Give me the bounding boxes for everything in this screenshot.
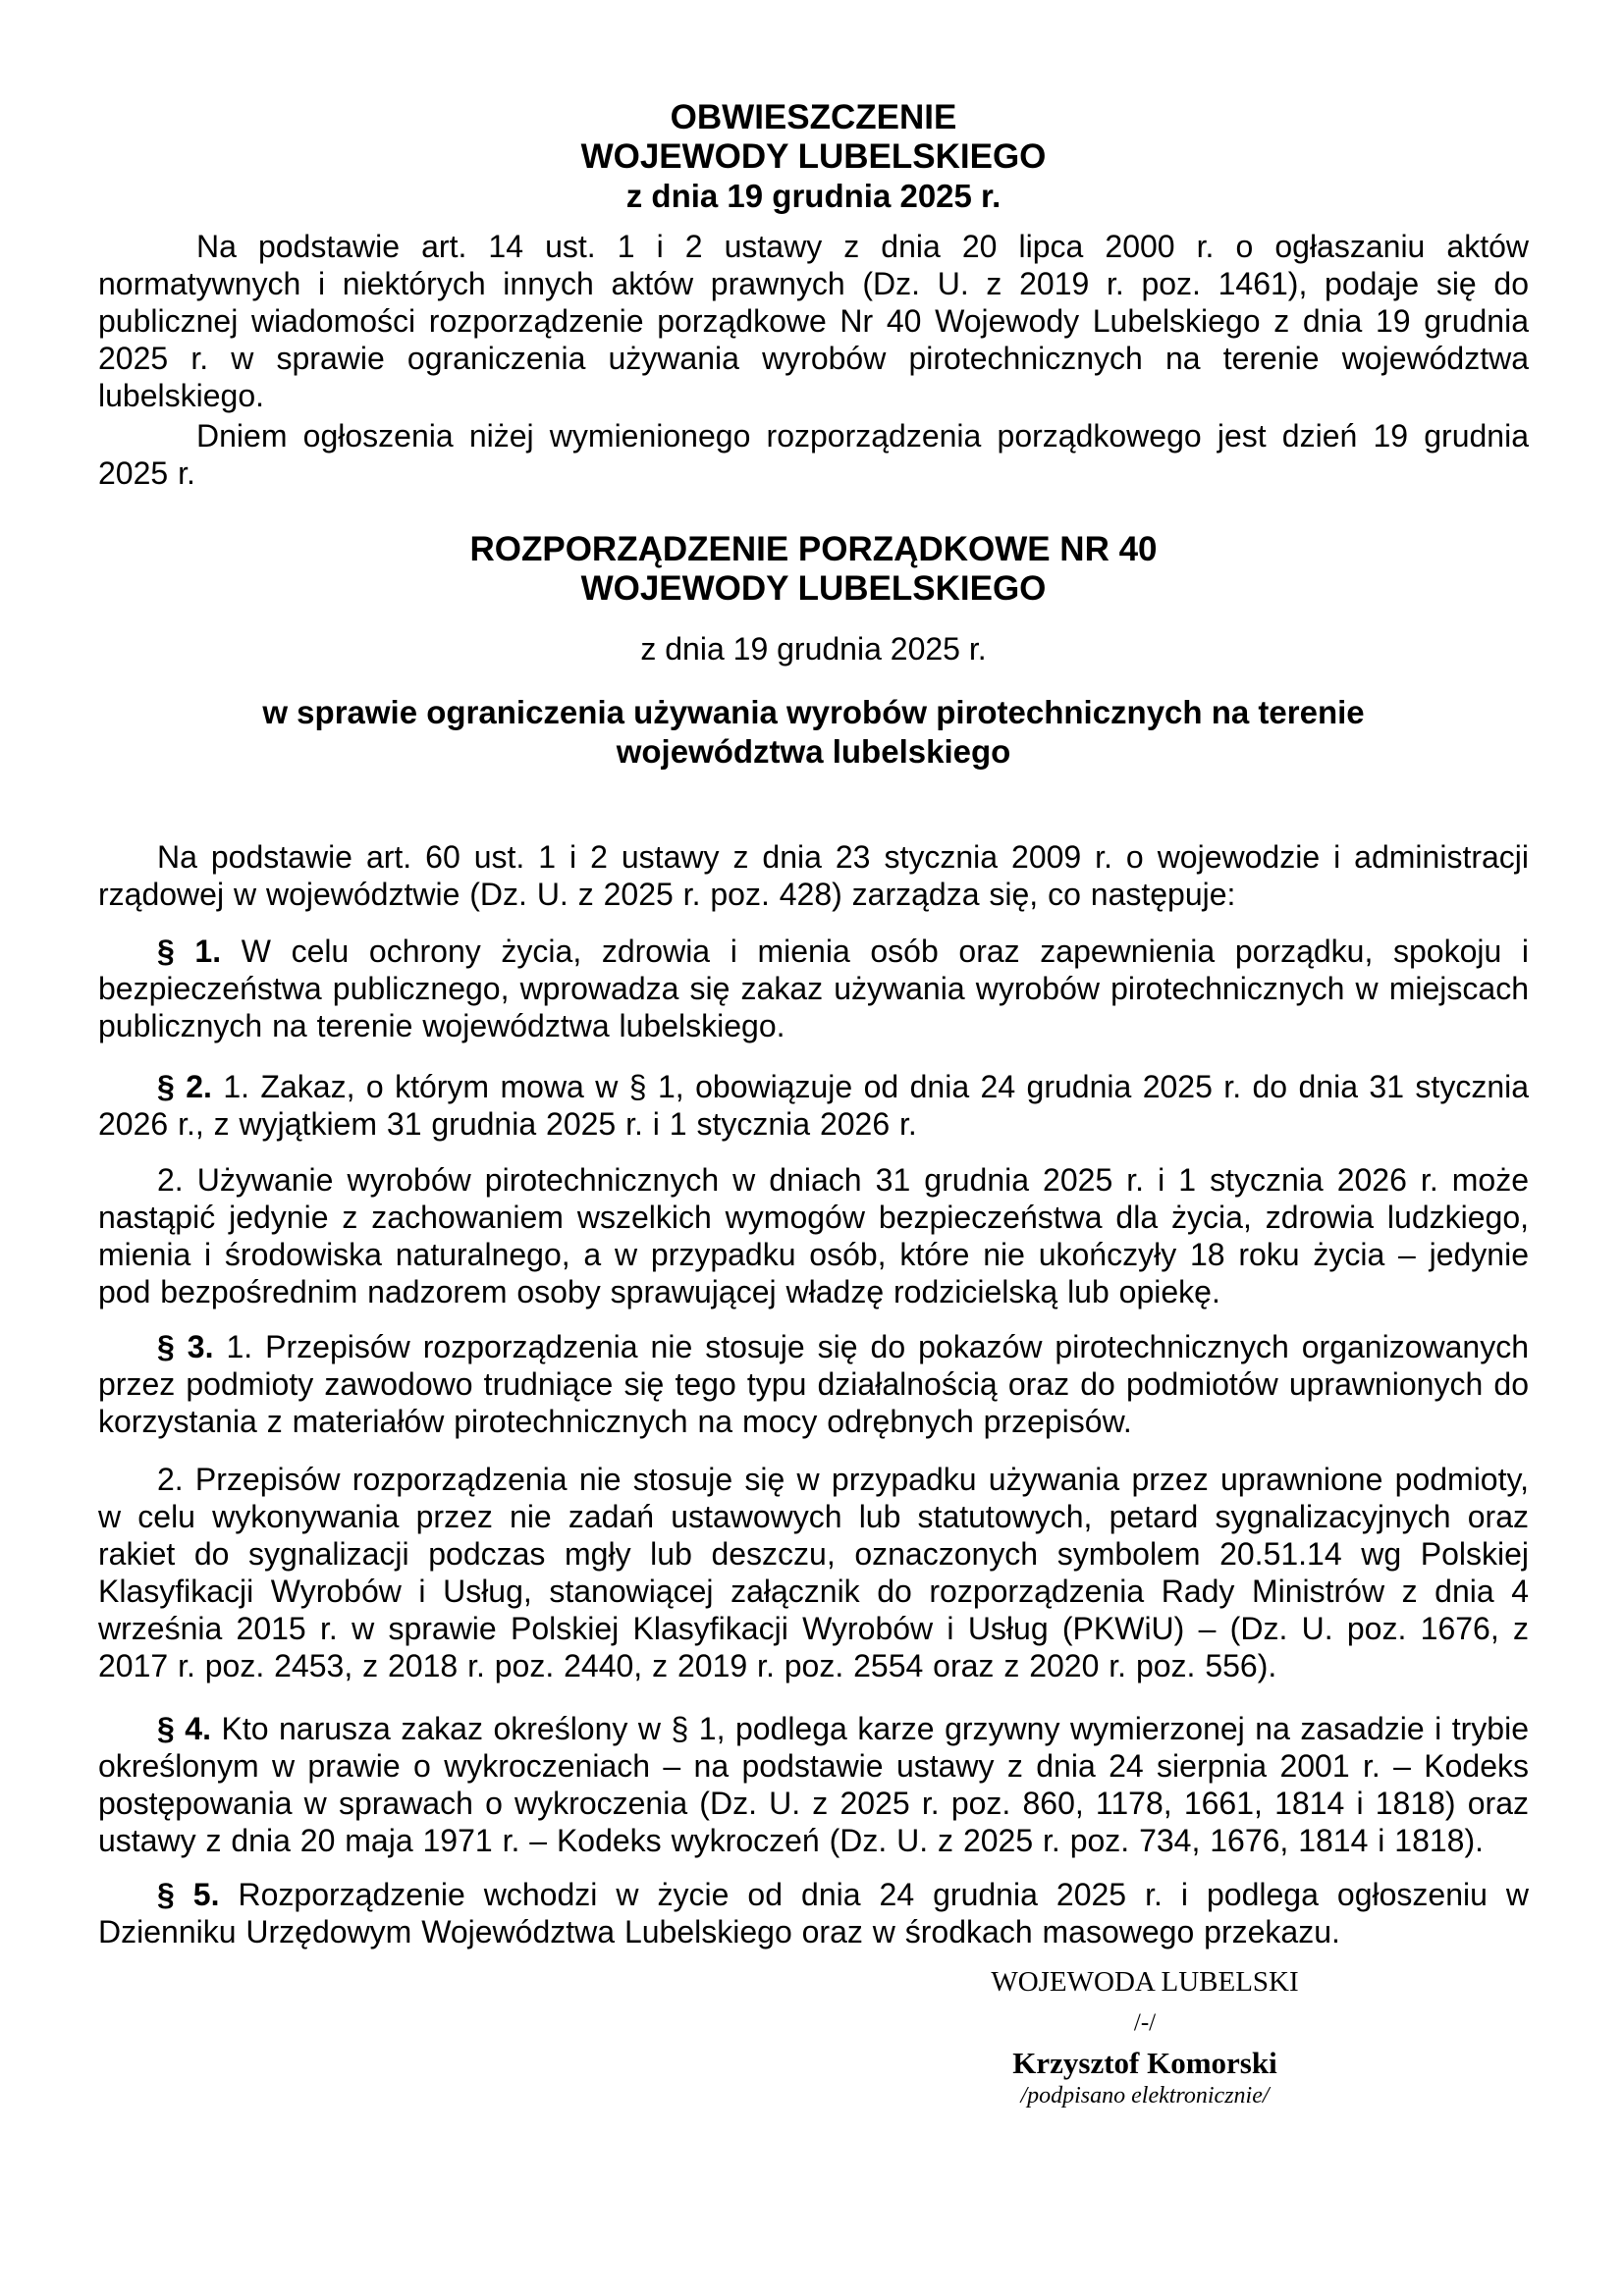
paragraph-text: Na podstawie art. 14 ust. 1 i 2 ustawy z dnia 20 lipca 2000 r. o ogłaszaniu aktów normatywnych i niektórych innych aktów prawnych (Dz. U. z 2019 r. poz. 1461), podaje się do publicznej wiadomości rozporządzenie porządkowe Nr 40 Wojewody Lubelskiego z dnia 19 grudnia 2025 r. w sprawie ograniczenia używania wyrobów pirotechnicznych na terenie województwa lubelskiego. <box>98 229 1529 413</box>
legal-paragraph-1 <box>98 933 1529 1044</box>
legal-paragraph-2-1 <box>98 1068 1529 1143</box>
signature-block <box>929 1964 1361 2109</box>
rozporzadzenie-date: z dnia 19 grudnia 2025 r. <box>640 631 987 667</box>
signer-role: WOJEWODA LUBELSKI <box>991 1966 1299 1998</box>
legal-paragraph-5 <box>98 1876 1529 1950</box>
paragraph-text: W celu ochrony życia, zdrowia i mienia osób oraz zapewnienia porządku, spokoju i bezpieczeństwa publicznego, wprowadza się zakaz używania wyrobów pirotechnicznych w miejscach publicznych na terenie województwa lubelskiego. <box>98 934 1530 1043</box>
obwieszczenie-paragraph <box>98 417 1529 492</box>
paragraph-text: 1. Przepisów rozporządzenia nie stosuje się do pokazów pirotechnicznych organizowanych przez podmioty zawodowo trudniące się tego typu działalnością oraz do podmiotów uprawnionych do korzystania z materiałów pirotechnicznych na mocy odrębnych przepisów. <box>98 1329 1530 1439</box>
obwieszczenie-title-line1: OBWIESZCZENIE <box>670 98 957 136</box>
obwieszczenie-header <box>98 98 1529 216</box>
section-mark: § 3. <box>157 1329 214 1364</box>
obwieszczenie-date: z dnia 19 grudnia 2025 r. <box>625 178 1001 214</box>
paragraph-text: Kto narusza zakaz określony w § 1, podlega karze grzywny wymierzonej na zasadzie i trybie określonym w prawie o wykroczeniach – na podstawie ustawy z dnia 24 sierpnia 2001 r. – Kodeks postępowania w sprawach o wykroczenia (Dz. U. z 2025 r. poz. 860, 1178, 1661, 1814 i 1818) oraz ustawy z dnia 20 maja 1971 r. – Kodeks wykroczeń (Dz. U. z 2025 r. poz. 734, 1676, 1814 i 1818). <box>98 1711 1530 1858</box>
section-mark: § 1. <box>157 934 222 969</box>
signature-dash: /-/ <box>1133 2009 1157 2036</box>
electronic-signature-note: /podpisano elektronicznie/ <box>1020 2083 1270 2109</box>
signer-name: Krzysztof Komorski <box>1012 2046 1277 2080</box>
section-mark: § 5. <box>157 1877 220 1912</box>
paragraph-text: 1. Zakaz, o którym mowa w § 1, obowiązuje od dnia 24 grudnia 2025 r. do dnia 31 stycznia 2026 r., z wyjątkiem 31 grudnia 2025 r. i 1 stycznia 2026 r. <box>98 1069 1530 1142</box>
section-mark: § 4. <box>157 1711 211 1746</box>
paragraph-text: Dniem ogłoszenia niżej wymienionego rozporządzenia porządkowego jest dzień 19 grudnia 2025 r. <box>98 418 1529 491</box>
subject-line1: w sprawie ograniczenia używania wyrobów pirotechnicznych na terenie <box>262 694 1365 730</box>
legal-paragraph-4 <box>98 1710 1529 1859</box>
paragraph-text: 2. Przepisów rozporządzenia nie stosuje się w przypadku używania przez uprawnione podmioty, w celu wykonywania przez nie zadań ustawowych lub statutowych, petard sygnalizacyjnych oraz rakiet do sygnalizacji podczas mgły lub deszczu, oznaczonych symbolem 20.51.14 wg Polskiej Klasyfikacji Wyrobów i Usług, stanowiącej załącznik do rozporządzenia Rady Ministrów z dnia 4 września 2015 r. w sprawie Polskiej Klasyfikacji Wyrobów i Usług (PKWiU) – (Dz. U. poz. 1676, z 2017 r. poz. 2453, z 2018 r. poz. 2440, z 2019 r. poz. 2554 oraz z 2020 r. poz. 556). <box>98 1462 1529 1683</box>
legal-paragraph-3-1 <box>98 1328 1529 1440</box>
rozporzadzenie-subject <box>98 693 1529 772</box>
legal-paragraph-3-2 <box>98 1461 1529 1684</box>
paragraph-text: Rozporządzenie wchodzi w życie od dnia 24 grudnia 2025 r. i podlega ogłoszeniu w Dzienniku Urzędowym Województwa Lubelskiego oraz w środkach masowego przekazu. <box>98 1877 1530 1949</box>
paragraph-text: Na podstawie art. 60 ust. 1 i 2 ustawy z dnia 23 stycznia 2009 r. o wojewodzie i administracji rządowej w województwie (Dz. U. z 2025 r. poz. 428) zarządza się, co następuje: <box>98 839 1529 912</box>
rozporzadzenie-header <box>98 530 1529 772</box>
rozporzadzenie-title-line2: WOJEWODY LUBELSKIEGO <box>580 569 1047 608</box>
paragraph-text: 2. Używanie wyrobów pirotechnicznych w dniach 31 grudnia 2025 r. i 1 stycznia 2026 r. może nastąpić jedynie z zachowaniem wszelkich wymogów bezpieczeństwa dla życia, zdrowia ludzkiego, mienia i środowiska naturalnego, a w przypadku osób, które nie ukończyły 18 roku życia – jedynie pod bezpośrednim nadzorem osoby sprawującej władzę rodzicielską lub opiekę. <box>98 1162 1529 1309</box>
rozporzadzenie-title-line1: ROZPORZĄDZENIE PORZĄDKOWE NR 40 <box>469 530 1158 568</box>
subject-line2: województwa lubelskiego <box>616 733 1011 770</box>
obwieszczenie-title-line2: WOJEWODY LUBELSKIEGO <box>580 137 1047 176</box>
section-mark: § 2. <box>157 1069 212 1104</box>
legal-paragraph-2-2 <box>98 1161 1529 1310</box>
legal-paragraph-basis <box>98 838 1529 913</box>
obwieszczenie-paragraph <box>98 228 1529 414</box>
